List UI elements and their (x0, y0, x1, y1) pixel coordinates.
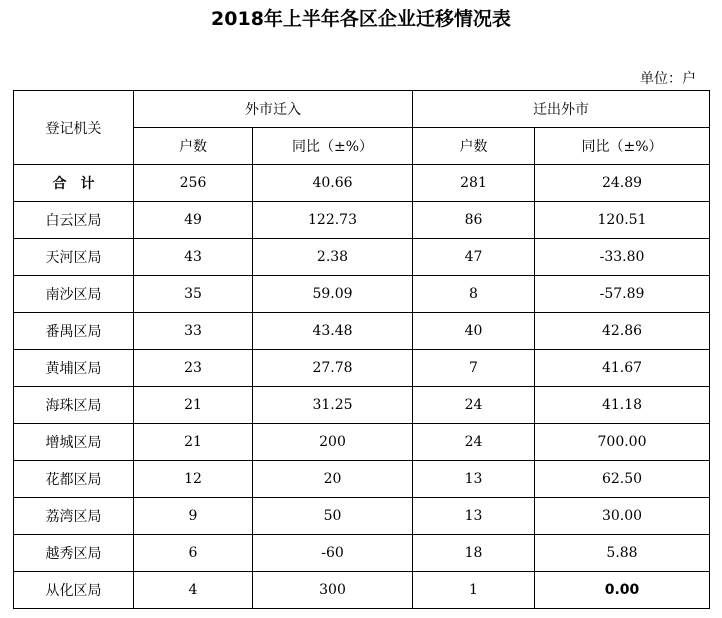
table-row (14, 165, 710, 202)
out-yoy-cell: 30.00 (535, 498, 710, 535)
in-yoy-cell: 40.66 (253, 165, 413, 202)
table-row (14, 202, 710, 239)
out-count-cell: 24 (413, 387, 535, 424)
row-name: 番禺区局 (14, 313, 134, 350)
in-yoy-cell: 200 (253, 424, 413, 461)
in-count-cell: 4 (134, 572, 253, 609)
in-yoy-cell: 122.73 (253, 202, 413, 239)
in-yoy-cell: 20 (253, 461, 413, 498)
in-count-cell: 21 (134, 424, 253, 461)
in-yoy-cell: 2.38 (253, 239, 413, 276)
out-yoy-cell: 41.67 (535, 350, 710, 387)
out-count-cell: 13 (413, 498, 535, 535)
row-name: 越秀区局 (14, 535, 134, 572)
out-yoy-cell: 62.50 (535, 461, 710, 498)
row-name: 荔湾区局 (14, 498, 134, 535)
out-count-cell: 7 (413, 350, 535, 387)
out-count-cell: 13 (413, 461, 535, 498)
row-name: 合 计 (14, 165, 134, 202)
out-count-cell: 86 (413, 202, 535, 239)
out-count-cell: 1 (413, 572, 535, 609)
unit-label: 单位：户 (640, 71, 696, 87)
table-row (14, 498, 710, 535)
in-count-cell: 35 (134, 276, 253, 313)
out-yoy-cell: -33.80 (535, 239, 710, 276)
in-count-cell: 6 (134, 535, 253, 572)
row-name: 南沙区局 (14, 276, 134, 313)
table-row (14, 276, 710, 313)
table-row (14, 350, 710, 387)
in-yoy-cell: 43.48 (253, 313, 413, 350)
out-count-cell: 8 (413, 276, 535, 313)
header-registration-office: 登记机关 (14, 91, 134, 165)
header-row-groups (14, 91, 710, 128)
out-count-cell: 24 (413, 424, 535, 461)
out-count-cell: 47 (413, 239, 535, 276)
row-name: 白云区局 (14, 202, 134, 239)
table-row (14, 535, 710, 572)
in-count-cell: 49 (134, 202, 253, 239)
out-count-cell: 281 (413, 165, 535, 202)
in-yoy-cell: 27.78 (253, 350, 413, 387)
page-title: 2018年上半年各区企业迁移情况表 (211, 8, 511, 30)
out-count-cell: 40 (413, 313, 535, 350)
in-count-cell: 23 (134, 350, 253, 387)
header-out-households: 户数 (413, 128, 535, 165)
row-name: 海珠区局 (14, 387, 134, 424)
header-group-out: 迁出外市 (413, 91, 710, 128)
in-count-cell: 12 (134, 461, 253, 498)
table-row (14, 461, 710, 498)
out-yoy-cell: 0.00 (535, 572, 710, 609)
row-name: 增城区局 (14, 424, 134, 461)
in-count-cell: 33 (134, 313, 253, 350)
table-header (14, 91, 710, 165)
row-name: 天河区局 (14, 239, 134, 276)
out-yoy-cell: 41.18 (535, 387, 710, 424)
table-row (14, 424, 710, 461)
in-yoy-cell: 59.09 (253, 276, 413, 313)
out-yoy-cell: 700.00 (535, 424, 710, 461)
table-row (14, 239, 710, 276)
header-in-yoy: 同比（±%） (253, 128, 413, 165)
table-row (14, 313, 710, 350)
out-yoy-cell: -57.89 (535, 276, 710, 313)
row-name: 从化区局 (14, 572, 134, 609)
migration-table (13, 90, 710, 609)
header-group-in: 外市迁入 (134, 91, 413, 128)
table-body (14, 165, 710, 609)
in-count-cell: 21 (134, 387, 253, 424)
row-name: 花都区局 (14, 461, 134, 498)
out-yoy-cell: 42.86 (535, 313, 710, 350)
in-count-cell: 9 (134, 498, 253, 535)
in-count-cell: 256 (134, 165, 253, 202)
in-yoy-cell: -60 (253, 535, 413, 572)
out-yoy-cell: 24.89 (535, 165, 710, 202)
table-row (14, 387, 710, 424)
table-row (14, 572, 710, 609)
in-count-cell: 43 (134, 239, 253, 276)
header-in-households: 户数 (134, 128, 253, 165)
header-out-yoy: 同比（±%） (535, 128, 710, 165)
out-yoy-cell: 120.51 (535, 202, 710, 239)
in-yoy-cell: 31.25 (253, 387, 413, 424)
in-yoy-cell: 300 (253, 572, 413, 609)
in-yoy-cell: 50 (253, 498, 413, 535)
out-yoy-cell: 5.88 (535, 535, 710, 572)
out-count-cell: 18 (413, 535, 535, 572)
row-name: 黄埔区局 (14, 350, 134, 387)
